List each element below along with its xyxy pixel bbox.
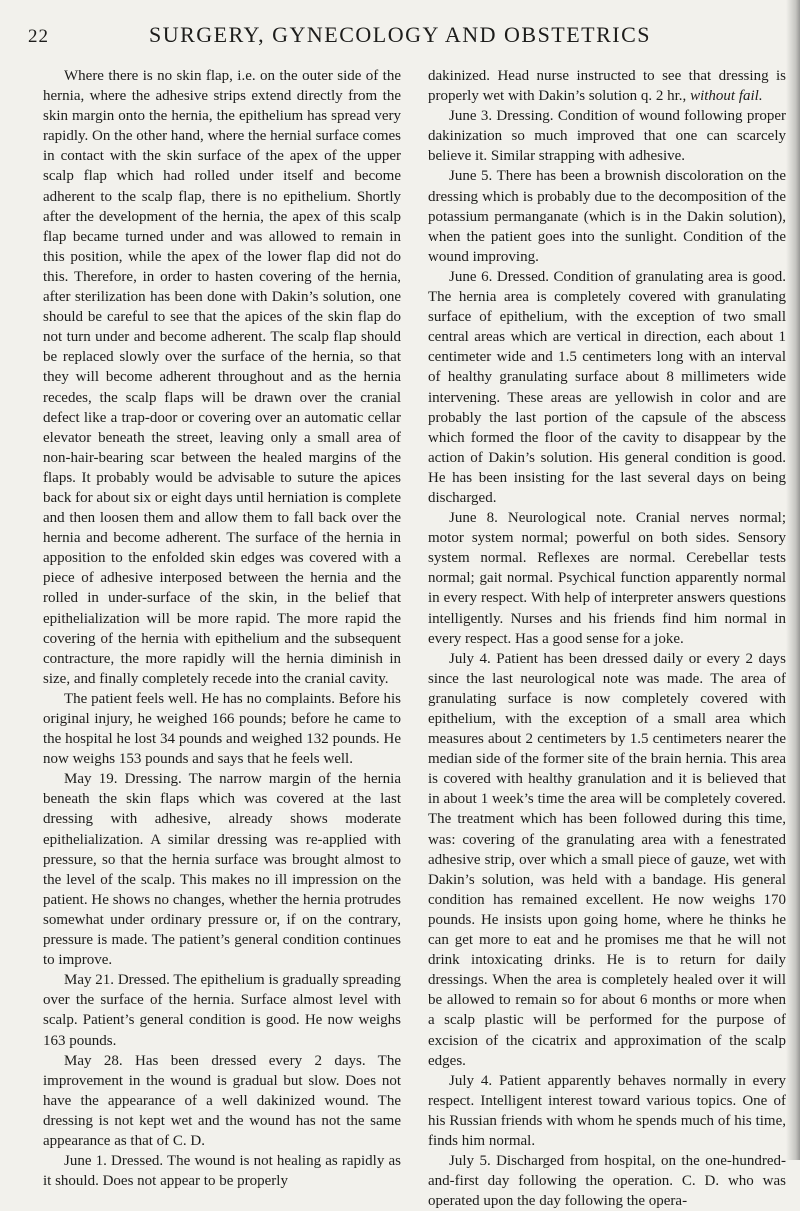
paragraph: Where there is no skin flap, i.e. on the outer side of the hernia, where the adhesive strips extend directly from the skin margin onto the hernia, the epithelium has spread very rapidly. On the other hand, where the hernial surface comes in contact with the skin surface of the apex of the upper scalp flap which had rolled under itself and become adherent to the scalp flap, there is no epithelium. Shortly after the development of the hernia, the apex of this scalp flap became turned under and was allowed to remain in this position, while the apex of the lower flap did not do this. Therefore, in order to hasten covering of the hernia, after sterilization has been done with Dakin’s solution, one should be careful to see that the apices of the skin flap do not turn under and become adherent. The scalp flap should be replaced slowly over the surface of the hernia, so that they will become adherent throughout and as the hernia recedes, the scalp flaps will be drawn over the cranial defect like a trap-door or covering over an automatic cellar elevator beneath the street, leaving only a small area of non-hair-bearing scar between the healed margins of the flaps. It probably would be advisable to suture the apices back for about six or eight days until herniation is complete and then loosen them and allow them to fall back over the hernia and become adherent. The surface of the hernia in apposition to the enfolded skin edges was covered with a piece of adhesive interposed between the hernia and the rolled in under-surface of the skin, in the belief that epithelialization will be more rapid. The more rapid the covering of the hernia with epithelium and the subsequent contracture, the more rapidly will the hernia diminish in size, and finally completely recede into the cranial cavity. (43, 68, 401, 687)
paragraph: June 8. Neurological note. Cranial nerves normal; motor system normal; powerful on both sides. Sensory system normal. Reflexes are normal. Cerebellar tests normal; gait normal. Psychical function apparently normal in every respect. With help of interpreter answers questions intelligently. Nurses and his friends find him normal in every respect. Has a good sense for a joke. (428, 510, 786, 647)
paragraph: July 5. Discharged from hospital, on the one-hundred-and-first day following the operation. C. D. who was operated upon the day following the opera- (428, 1153, 786, 1210)
paragraph: July 4. Patient has been dressed daily or every 2 days since the last neurological note was made. The area of granulating surface is now completely covered with epithelium, with the exception of a small area which measures about 2 centimeters by 1.5 centimeters nearer the median side of the former site of the brain hernia. This area is covered with healthy granulation and it is believed that in about 1 week’s time the area will be completely covered. The treatment which has been followed during this time, was: covering of the granulating area with a fenestrated adhesive strip, over which a small piece of gauze, wet with Dakin’s solution, was held with a bandage. His general condition has remained excellent. He now weighs 170 pounds. He insists upon going home, where he thinks he can get more to eat and he promises me that he will not drink intoxicating drinks. He is to return for daily dressings. When the area is completely healed over it will be allowed to remain so for about 6 months or more when a scalp plastic will be performed for the purpose of excision of the cicatrix and approximation of the scalp edges. (428, 650, 786, 1069)
paragraph: July 4. Patient apparently behaves normally in every respect. Intelligent interest toward various topics. One of his Russian friends with whom he spends much of his time, finds him normal. (428, 1072, 786, 1149)
continued-paragraph (428, 66, 786, 106)
continued-text: dakinized. Head nurse instructed to see that dressing is properly wet with Dakin’s solution q. 2 hr., (428, 68, 786, 105)
paragraph: May 19. Dressing. The narrow margin of the hernia beneath the skin flaps which was covered at the last dressing with adhesive, already shows moderate epithelialization. A similar dressing was re-applied with pressure, so that the hernia surface was brought almost to the level of the scalp. This makes no ill impression on the patient. He shows no changes, whether the hernia protrudes somewhat under ordinary pressure or, if on the contrary, pressure is made. The patient’s general condition continues to improve. (43, 771, 401, 969)
paragraph: June 1. Dressed. The wound is not healing as rapidly as it should. Does not appear to be properly (43, 1153, 401, 1190)
emphasis-text: without fail. (690, 88, 763, 105)
paragraph: May 28. Has been dressed every 2 days. The improvement in the wound is gradual but slow. Does not have the appearance of a well dakinized wound. The dressing is not kept wet and the wound has not the same appearance as that of C. D. (43, 1052, 401, 1149)
paragraph: June 5. There has been a brownish discoloration on the dressing which is probably due to the decomposition of the potassium permanganate (which is in the Dakin solution), when the patient goes into the sunlight. Condition of the wound improving. (428, 168, 786, 265)
right-column (428, 66, 786, 1211)
running-head: SURGERY, GYNECOLOGY AND OBSTETRICS (148, 22, 652, 47)
left-column (43, 66, 401, 1191)
page-edge-shadow (786, 0, 800, 1160)
page-number: 22 (28, 26, 49, 47)
paragraph: June 6. Dressed. Condition of granulating area is good. The hernia area is completely covered with granulating surface of epithelium, with the exception of two small central areas which are vertical in direction, each about 1 centimeter wide and 1.5 centimeters long with an interval of healthy granulating surface about 8 millimeters wide intervening. These areas are yellowish in color and are probably the last portion of the capsule of the abscess which formed the floor of the cavity to disappear by the action of Dakin’s solution. His general condition is good. He has been insisting for the last several days on being discharged. (428, 268, 786, 506)
paragraph: June 3. Dressing. Condition of wound following proper dakinization so much improved that one can scarcely believe it. Similar strapping with adhesive. (428, 108, 786, 165)
paragraph: The patient feels well. He has no complaints. Before his original injury, he weighed 166 pounds; before he came to the hospital he lost 34 pounds and weighed 132 pounds. He now weighs 153 pounds and says that he feels well. (43, 690, 401, 768)
paragraph: May 21. Dressed. The epithelium is gradually spreading over the surface of the hernia. Surface almost level with scalp. Patient’s general condition is good. He now weighs 163 pounds. (43, 972, 401, 1049)
